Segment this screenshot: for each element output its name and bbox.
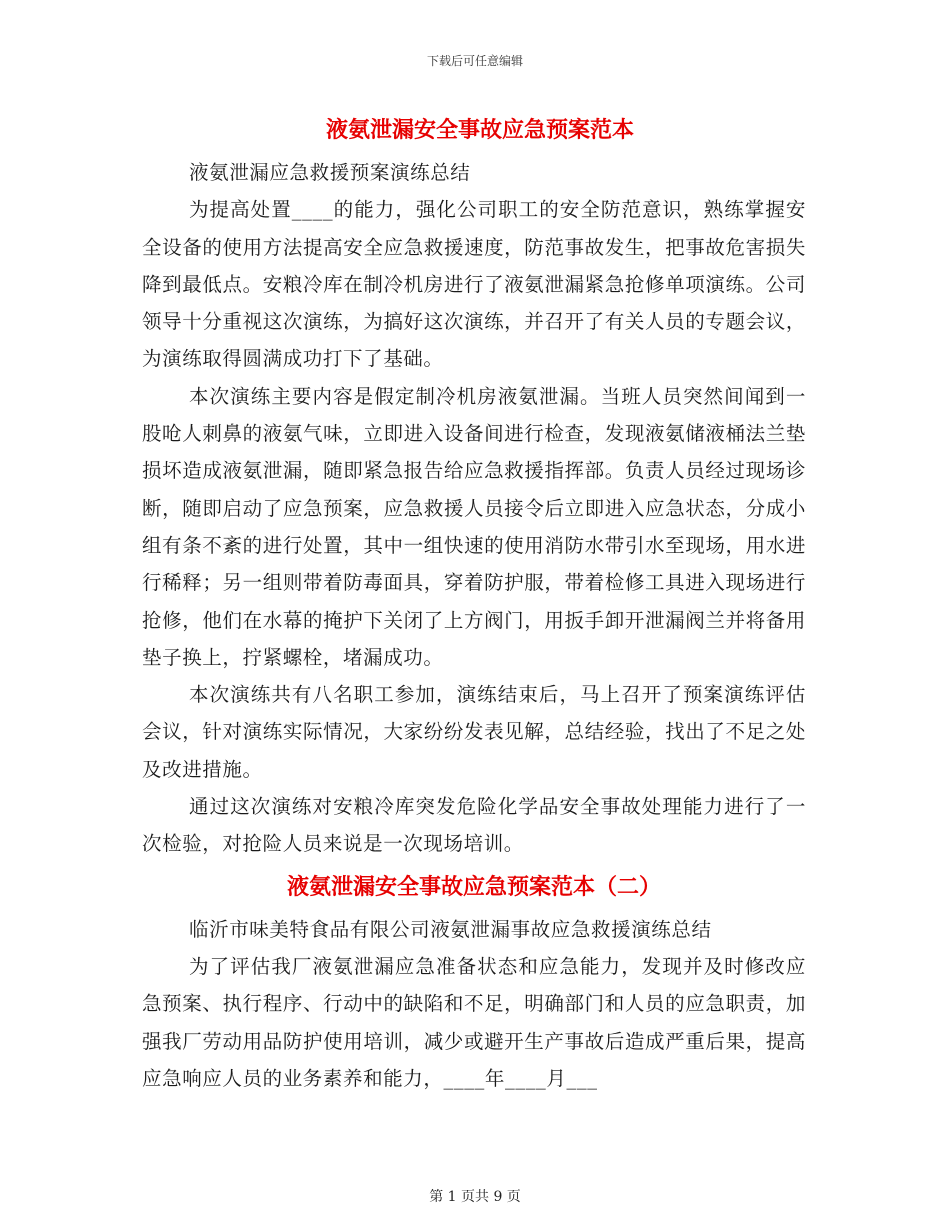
section-1-paragraph-4: 通过这次演练对安粮冷库突发危险化学品安全事故处理能力进行了一次检验，对抢险人员来说是一次现场培训。 bbox=[142, 795, 806, 856]
page-footer-number: 第 1 页共 9 页 bbox=[429, 1189, 521, 1205]
section-1-subtitle: 液氨泄漏应急救援预案演练总结 bbox=[189, 161, 471, 184]
section-1-paragraph-2: 本次演练主要内容是假定制冷机房液氨泄漏。当班人员突然间闻到一股呛人刺鼻的液氨气味，立即进入设备间进行检查，发现液氨储液桶法兰垫损坏造成液氨泄漏，随即紧急报告给应急救援指挥部。负责人员经过现场诊断，随即启动了应急预案，应急救援人员接令后立即进入应急状态，分成小组有条不紊的进行处置，其中一组快速的使用消防水带引水至现场，用水进行稀释；另一组则带着防毒面具，穿着防护服，带着检修工具进入现场进行抢修，他们在水幕的掩护下关闭了上方阀门，用扳手卸开泄漏阀兰并将备用垫子换上，拧紧螺栓，堵漏成功。 bbox=[142, 384, 806, 669]
page-header-note: 下载后可任意编辑 bbox=[426, 54, 523, 68]
section-1-title: 液氨泄漏安全事故应急预案范本 bbox=[326, 117, 635, 143]
document-body bbox=[142, 106, 806, 1097]
section-1-paragraph-1: 为提高处置____的能力，强化公司职工的安全防范意识，熟练掌握安全设备的使用方法提高安全应急救援速度，防范事故发生，把事故危害损失降到最低点。安粮冷库在制冷机房进行了液氨泄漏紧急抢修单项演练。公司领导十分重视这次演练，为搞好这次演练，并召开了有关人员的专题会议，为演练取得圆满成功打下了基础。 bbox=[142, 198, 806, 371]
section-2-title: 液氨泄漏安全事故应急预案范本（二） bbox=[287, 873, 662, 900]
section-2-paragraph-1: 为了评估我厂液氨泄漏应急准备状态和应急能力，发现并及时修改应急预案、执行程序、行动中的缺陷和不足，明确部门和人员的应急职责，加强我厂劳动用品防护使用培训，减少或避开生产事故后造成严重后果，提高应急响应人员的业务素养和能力，____年____月___ bbox=[142, 954, 806, 1090]
section-2-subtitle: 临沂市味美特食品有限公司液氨泄漏事故应急救援演练总结 bbox=[189, 917, 712, 941]
section-1-paragraph-3: 本次演练共有八名职工参加，演练结束后，马上召开了预案演练评估会议，针对演练实际情况，大家纷纷发表见解，总结经验，找出了不足之处及改进措施。 bbox=[142, 683, 806, 781]
